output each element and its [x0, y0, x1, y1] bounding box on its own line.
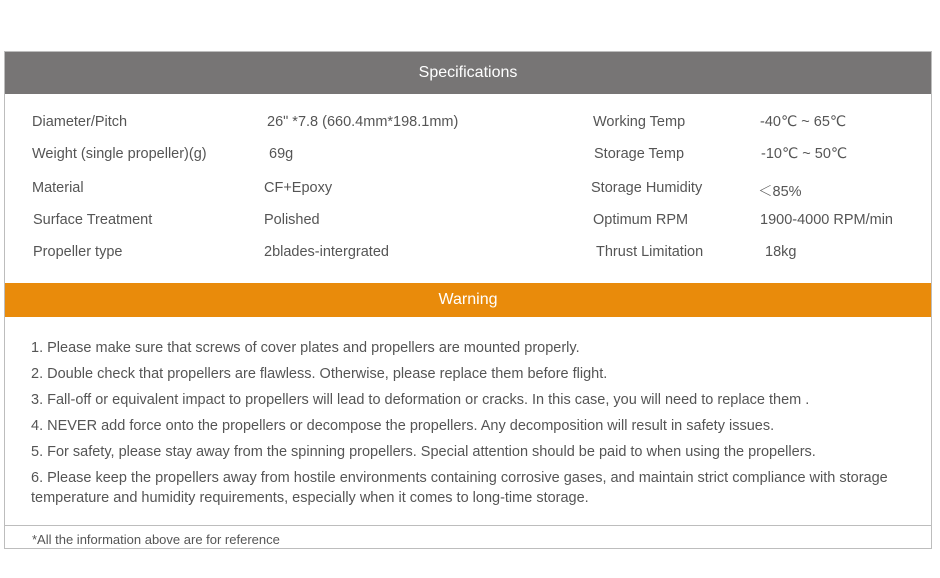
spec-label-diameter-pitch: Diameter/Pitch	[32, 114, 128, 130]
warning-item-3: 3. Fall-off or equivalent impact to propellers will lead to deformation or cracks. In this case, you will need to replace them .	[31, 392, 810, 408]
warning-header	[5, 283, 931, 317]
warning-item-6: 6. Please keep the propellers away from hostile environments containing corrosive gases, and maintain strict compliance with storage temperature and humidity requirements, especially when it comes to long-time storage.	[31, 470, 888, 506]
warning-title: Warning	[438, 291, 498, 308]
spec-label-storage-temp: Storage Temp	[594, 146, 685, 162]
warning-item-1: 1. Please make sure that screws of cover plates and propellers are mounted properly.	[31, 340, 580, 356]
spec-value-weight: 69g	[269, 146, 294, 162]
spec-sheet-panel	[4, 51, 932, 549]
spec-label-storage-humidity: Storage Humidity	[591, 180, 703, 196]
reference-footnote: *All the information above are for reference	[32, 532, 280, 547]
spec-value-material: CF+Epoxy	[264, 180, 333, 196]
spec-label-optimum-rpm: Optimum RPM	[593, 212, 689, 228]
spec-value-optimum-rpm: 1900-4000 RPM/min	[760, 212, 893, 228]
warning-item-5: 5. For safety, please stay away from the spinning propellers. Special attention should be paid to when using the propellers.	[31, 444, 816, 460]
warning-item-4: 4. NEVER add force onto the propellers or decompose the propellers. Any decomposition will result in safety issues.	[31, 418, 775, 434]
footer-divider	[5, 525, 931, 526]
spec-value-thrust-limitation: 18kg	[765, 244, 797, 260]
spec-value-working-temp: -40℃ ~ 65℃	[760, 114, 847, 130]
spec-value-storage-temp: -10℃ ~ 50℃	[761, 146, 848, 162]
specifications-header	[5, 52, 931, 94]
spec-label-surface-treatment: Surface Treatment	[33, 212, 153, 228]
warning-item-2: 2. Double check that propellers are flawless. Otherwise, please replace them before flight.	[31, 366, 608, 382]
spec-label-working-temp: Working Temp	[593, 114, 686, 130]
spec-value-storage-humidity: ＜85%	[758, 184, 802, 200]
specifications-title: Specifications	[418, 64, 518, 81]
spec-value-diameter-pitch: 26ʺ *7.8 (660.4mm*198.1mm)	[267, 114, 459, 130]
spec-value-propeller-type: 2blades-intergrated	[264, 244, 389, 260]
spec-label-material: Material	[32, 180, 84, 196]
spec-label-propeller-type: Propeller type	[33, 244, 123, 260]
spec-label-weight: Weight (single propeller)(g)	[32, 146, 207, 162]
spec-value-surface-treatment: Polished	[264, 212, 320, 228]
spec-label-thrust-limitation: Thrust Limitation	[596, 244, 704, 260]
